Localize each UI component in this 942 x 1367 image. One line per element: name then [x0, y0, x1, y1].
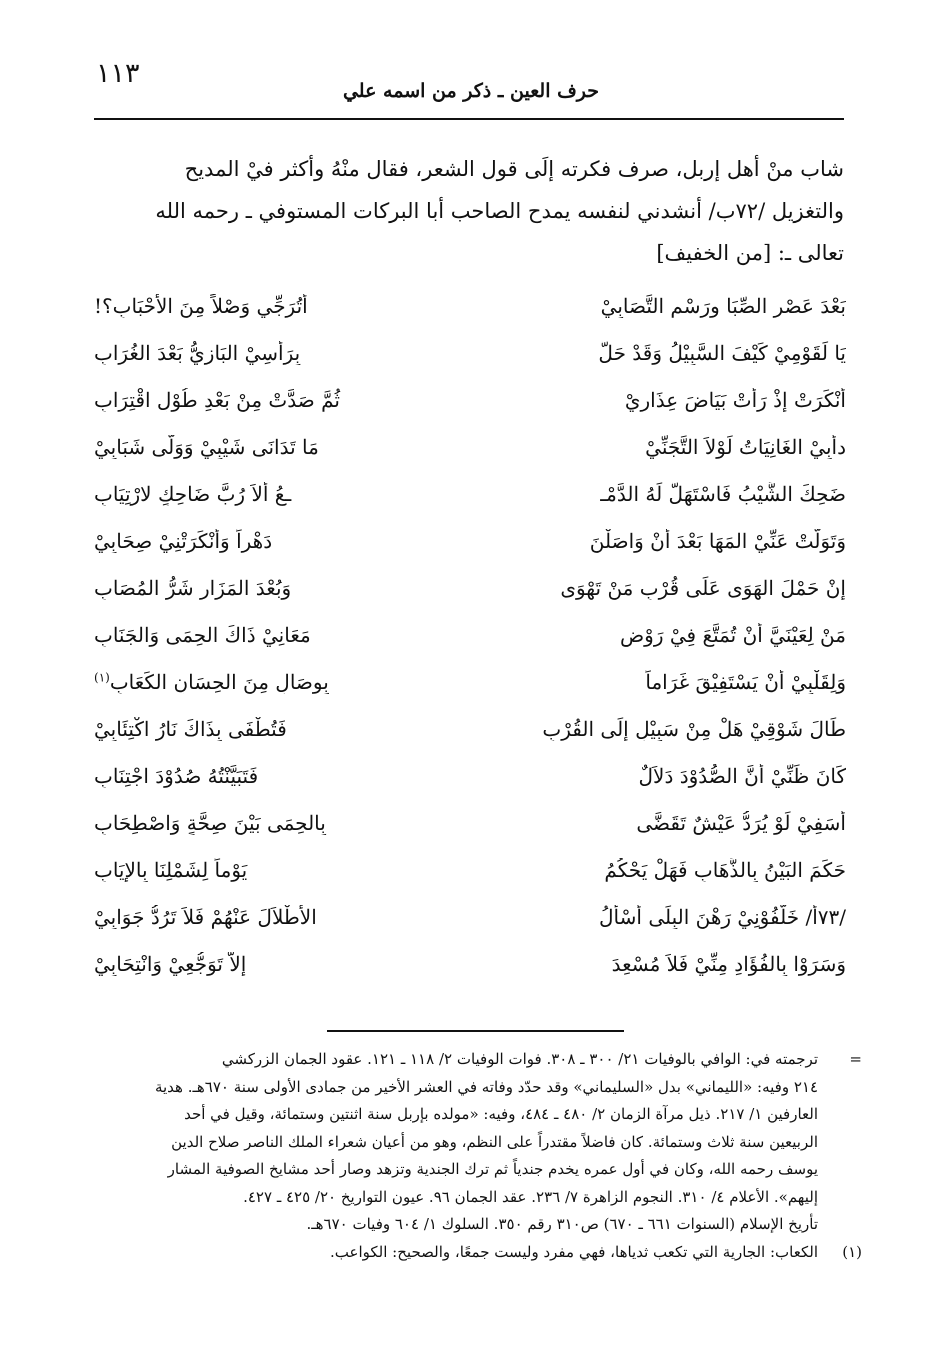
footnote-biography [96, 1046, 862, 1239]
hemistich-second: الأطْلاَلَ عَنْهُمْ فَلاَ تَرُدُّ جَوَابِيْ [94, 904, 317, 929]
verse-line [94, 893, 846, 940]
hemistich-second: ـعُ ألاَ رُبَّ ضَاحِكٍ لارْتِيَابِ [94, 481, 292, 506]
verse-line [94, 752, 846, 799]
footnotes [96, 1046, 862, 1266]
verse-line [94, 470, 846, 517]
footnote-line: ٢١٤ وفيه: «الليماني» بدل «السليماني» وقد حدّد وفاته في العشر الأخير من جمادى الأولى سنة ٦٧٠هـ. هدية [154, 1077, 818, 1096]
verse-line [94, 564, 846, 611]
verse-line [94, 658, 846, 705]
verse-line [94, 611, 846, 658]
hemistich-second: بِالحِمَى بَيْنَ صِحَّةٍ وَاصْطِحَابِ [94, 810, 326, 835]
hemistich-first: بَعْدَ عَصْرِ الصِّبَا ورَسْمِ التَّصَابِيْ [600, 293, 846, 318]
verse-line [94, 705, 846, 752]
footnote-line: ترجمته في: الوافي بالوفيات ٢١/ ٣٠٠ ـ ٣٠٨. فوات الوفيات ٢/ ١١٨ ـ ١٢١. عقود الجمان الزركشي [221, 1050, 818, 1068]
hemistich-second: مَا تَدَانَى شَيْبِيْ وَوَلَّى شَبَابِيْ [94, 434, 319, 459]
hemistich-second: مَعَانِيْ ذَاكَ الحِمَى وَالجَنَابِ [94, 622, 311, 647]
footnote-separator [327, 1030, 624, 1032]
footnote-reference[interactable]: (١) [94, 669, 110, 684]
verse-line [94, 423, 846, 470]
hemistich-second: وَبُعْدَ المَزَارِ شَرُّ المُصَابِ [94, 575, 292, 600]
hemistich-first: /٧٣أ/ خَلَّفُوْنِيْ رَهْنَ البِلَى أسْألُ [599, 904, 846, 929]
footnote-marker: = [849, 1050, 862, 1068]
footnote-line: الكعاب: الجارية التي تكعب ثدياها، فهي مفرد وليست جمعًا، والصحيح: الكواعب. [330, 1242, 818, 1261]
footnote-line: يوسف رحمه الله، وكان في أول عمره يخدم جندياً ثم ترك الجندية وتزهد وصار أحد مشايخ الصوفية المشار [167, 1160, 818, 1178]
prose-line: شاب منْ أهل إربل، صرف فكرته إلَى قول الشعر، فقال منْهُ وأكثر فيْ المديح [184, 157, 844, 181]
hemistich-second: بِرَأْسِيْ البَازِيُّ بَعْدَ الغُرَابِ [94, 340, 301, 365]
footnote-line: العارفين ١/ ٢١٧. ذيل مرآة الزمان ٢/ ٤٨٠ ـ ٤٨٤، وفيه: «مولده بإربل سنة اثنتين وستمائة، وقيل في أحد [184, 1105, 818, 1123]
prose-line: تعالى ـ: [من الخفيف] [656, 241, 844, 265]
hemistich-first: وَلِقَلْبِيْ أنْ يَسْتَفِيْقَ غَرَاماً [645, 669, 846, 694]
footnote-1 [96, 1239, 862, 1267]
poem [94, 282, 846, 987]
verse-line [94, 799, 846, 846]
hemistich-text: بِوِصَالٍ مِنَ الحِسَانِ الكَعَابِ [109, 669, 329, 694]
verse-line [94, 940, 846, 987]
footnote-text [96, 1239, 818, 1267]
verse-line [94, 282, 846, 329]
header-rule [94, 118, 844, 120]
hemistich-first: أنْكَرَتْ إذْ رَأَتْ بَيَاضَ عِذَارِيْ [624, 387, 846, 412]
hemistich-second-with-note [94, 670, 462, 694]
hemistich-first: وَسَرَوْا بِالفُؤَادِ مِنِّيْ فَلاَ مُسْعِدَ [611, 951, 846, 976]
hemistich-second: إلاَّ تَوَجُّعِيْ وَانْتِحَابِيْ [94, 951, 247, 976]
footnote-line: الربيعين سنة ثلاث وستمائة. كان فاضلاً مقتدراً على النظم، وهو من أعيان شعراء الملك الناصر صلاح الدين [171, 1132, 818, 1151]
page-number: ١١٣ [96, 58, 140, 89]
hemistich-first: ضَحِكَ الشَّيْبُ فَاسْتَهَلَّ لَهُ الدَّمْـ [600, 481, 846, 506]
hemistich-first: كَانَ ظَنِّيْ أنَّ الصُّدُوْدَ دَلاَلٌ [638, 763, 846, 788]
hemistich-first: طَالَ شَوْقِيْ هَلْ مِنْ سَبِيْلٍ إلَى القُرْبِ [542, 716, 846, 741]
hemistich-second: فَتُطْفَى بِذَاكَ نَارُ اكْتِئَابِيْ [94, 716, 287, 741]
footnote-text [96, 1046, 818, 1239]
hemistich-second: ثُمَّ صَدَّتْ مِنْ بَعْدِ طُوْلِ اقْتِرَابِ [94, 387, 340, 412]
hemistich-second: أتُرَجِّي وَصْلاً مِنَ الأَحْبَابِ؟! [94, 293, 308, 318]
footnote-line: تأريخ الإسلام (السنوات ٦٦١ ـ ٦٧٠) ص٣١٠ رقم ٣٥٠. السلوك ١/ ٦٠٤ وفيات ٦٧٠هـ. [306, 1215, 818, 1233]
footnote-marker: (١) [842, 1242, 862, 1261]
hemistich-first: حَكَمَ البَيْنُ بِالذَّهَابِ فَهَلْ يَحْكُمُ [604, 857, 846, 882]
hemistich-first: يَا لَقَوْمِيْ كَيْفَ السَّبِيْلُ وَقَدْ حَلَّ [598, 340, 846, 365]
hemistich-second: دَهْراً وَأنْكَرَتْنِيْ صِحَابِيْ [94, 528, 273, 553]
verse-line [94, 517, 846, 564]
hemistich-first: دأبِيْ الغَانِيَاتُ لَوْلاَ التَّجَنِّيْ [645, 434, 846, 459]
hemistich-first: وَتَوَلَّتْ عَنِّيْ المَهَا بَعْدَ أنْ وَاصَلْنَ [589, 528, 846, 553]
running-title: حرف العين ـ ذكر من اسمه علي [342, 80, 600, 102]
hemistich-first: إنْ حَمْلَ الهَوَى عَلَى قُرْبِ مَنْ تَهْوَى [560, 575, 846, 600]
verse-line [94, 846, 846, 893]
hemistich-first: مَنْ لِعَيْنَيَّ أنْ تُمَتَّعَ فِيْ رَوْضِ [620, 622, 846, 647]
footnote-line: إليهم». الأعلام ٤/ ٣١٠. النجوم الزاهرة ٧/ ٢٣٦. عقد الجمان ٩٦. عيون التواريخ ٢٠/ ٤٢٥ ـ ٤٢٧. [243, 1187, 818, 1206]
intro-paragraph [96, 148, 844, 274]
verse-line [94, 329, 846, 376]
verse-line [94, 376, 846, 423]
hemistich-first: أسَفِيْ لَوْ يُرَدُّ عَيْشٌ تَقَضَّى [636, 810, 846, 835]
hemistich-second: فَتَبَيَّنْتُهُ صُدُوْدَ اجْتِنَابِ [94, 763, 259, 788]
prose-line: والتغزيل /٧٢ب/ أنشدني لنفسه يمدح الصاحب أبا البركات المستوفي ـ رحمه الله [155, 199, 844, 223]
hemistich-second: يَوْماً لِشَمْلِنَا بِالإيَابِ [94, 857, 248, 882]
